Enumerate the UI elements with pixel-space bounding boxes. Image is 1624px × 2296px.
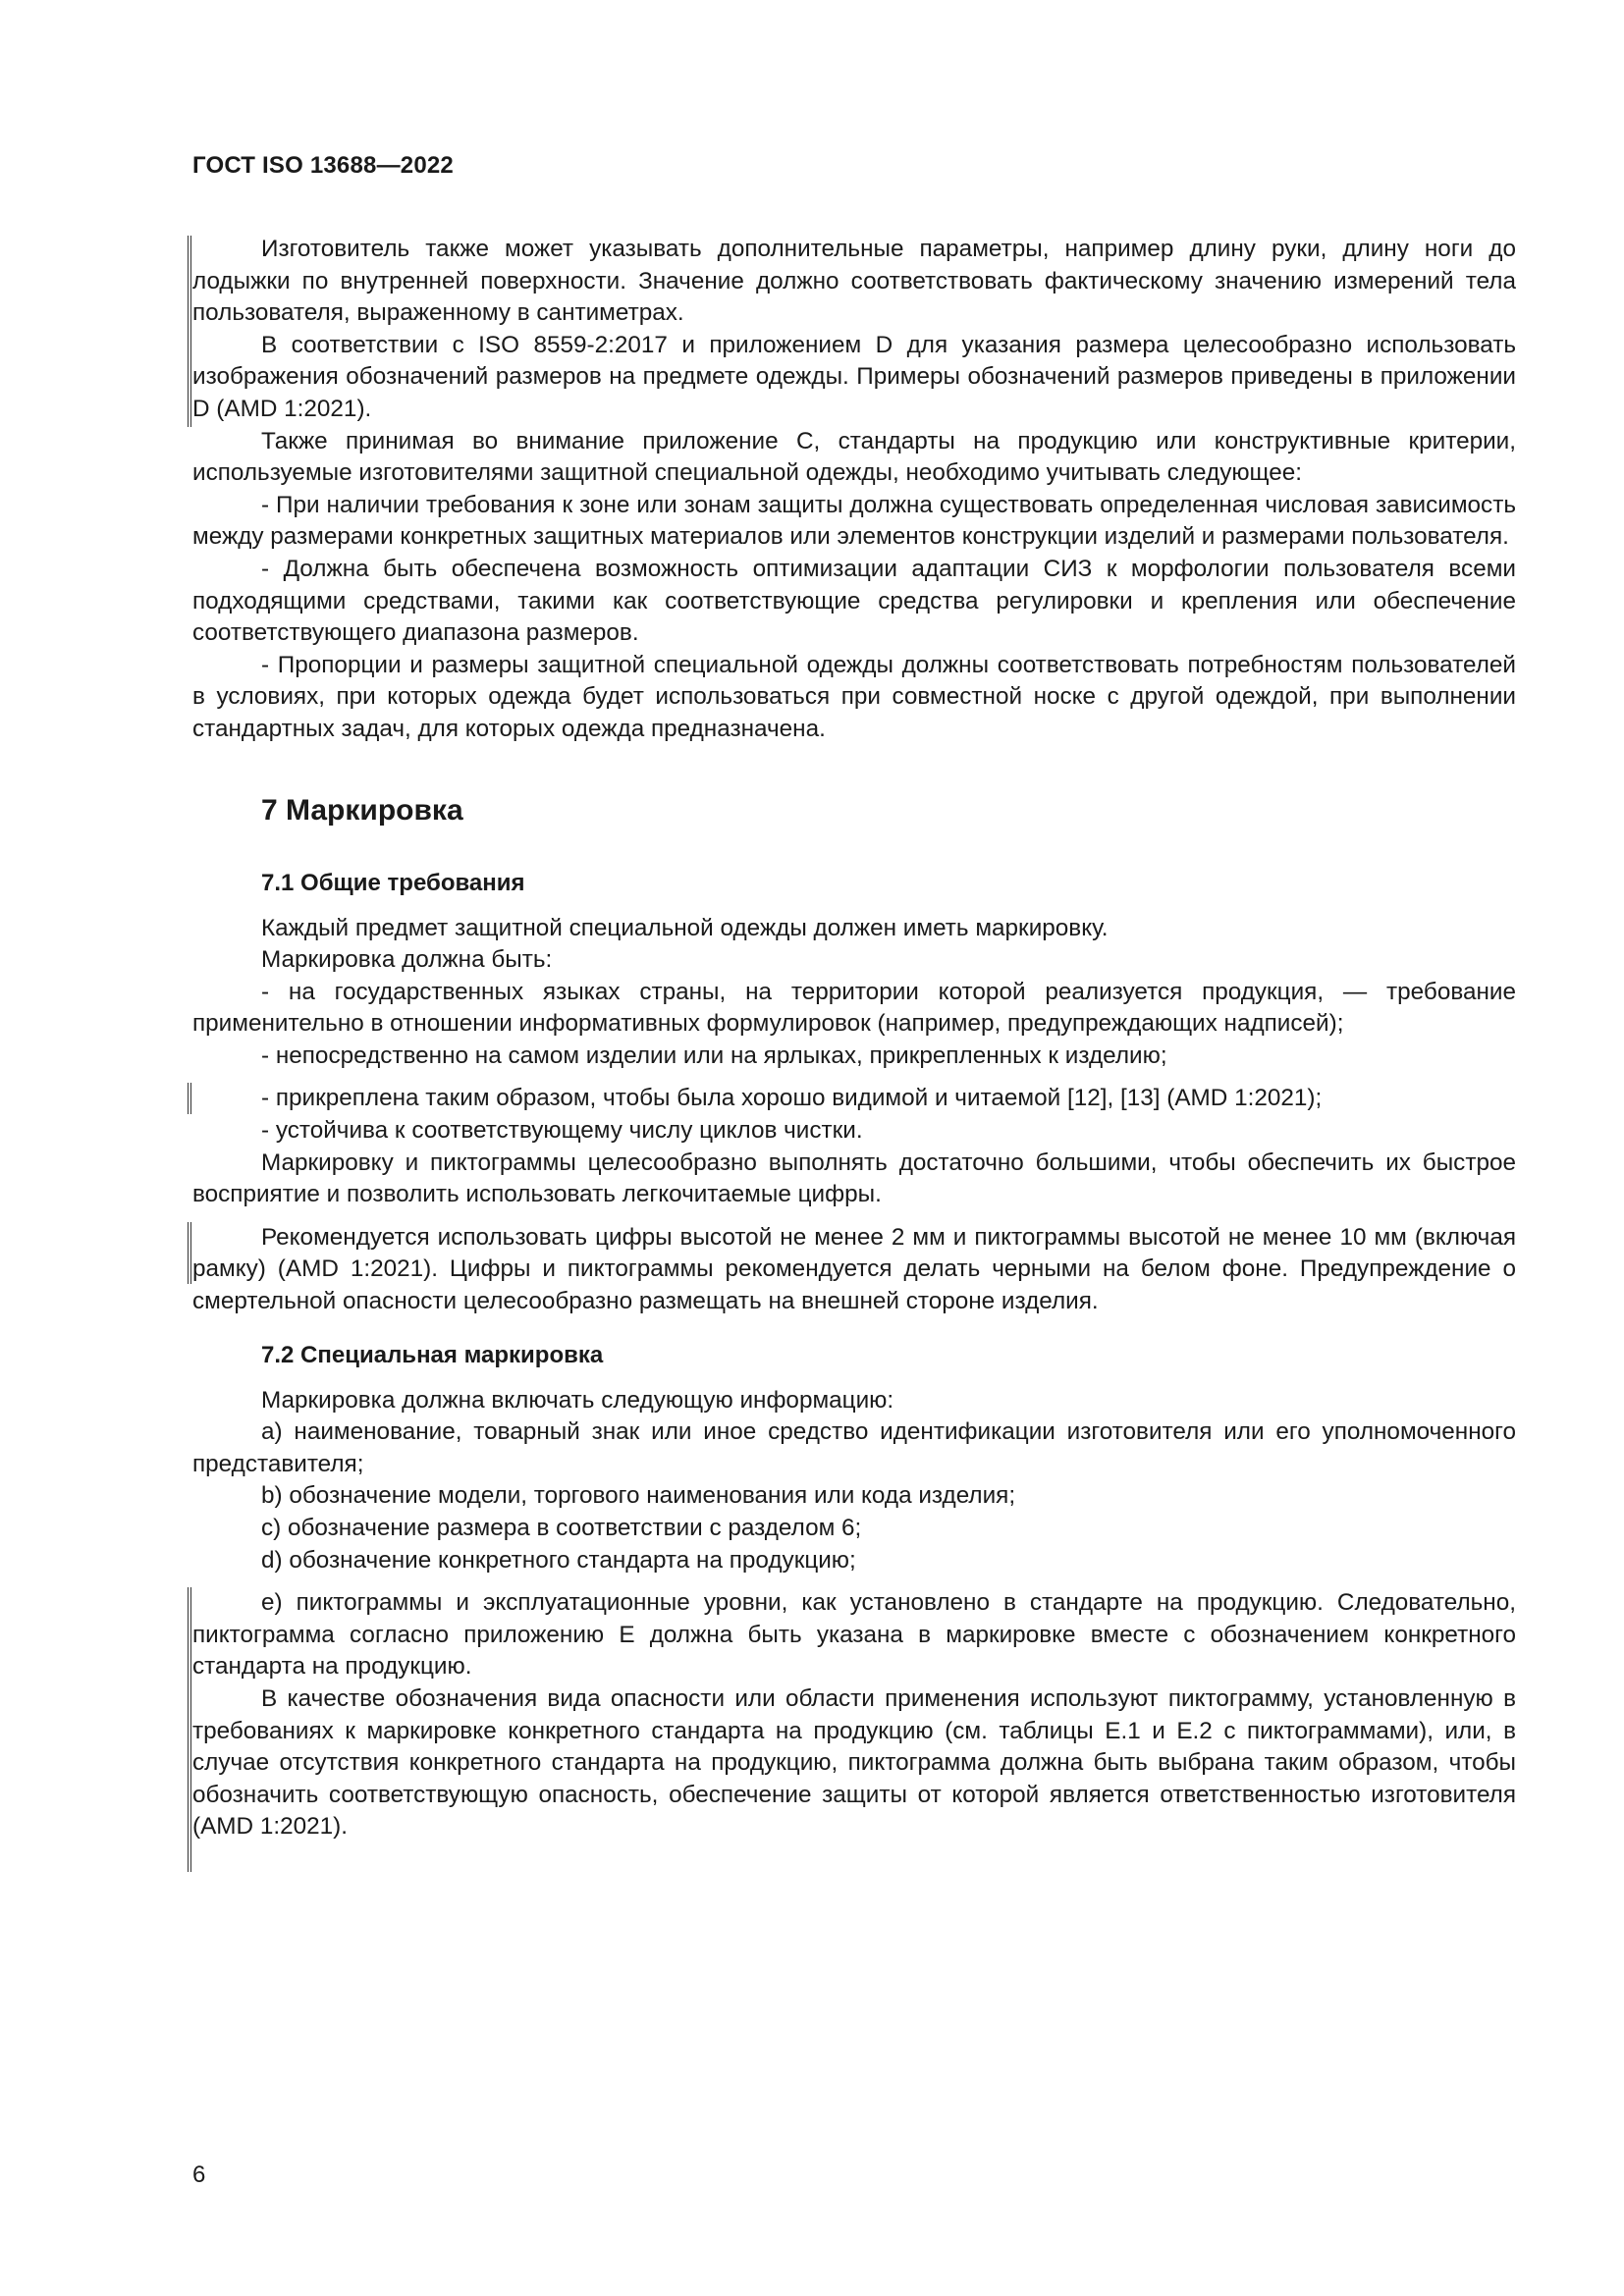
subsection-heading: 7.1 Общие требования <box>261 869 525 896</box>
paragraph: Маркировку и пиктограммы целесообразно выполнять достаточно большими, чтобы обеспечить их быстрое восприятие и позволить использовать легкочитаемые цифры. <box>192 1148 1516 1208</box>
paragraph: - Должна быть обеспечена возможность оптимизации адаптации СИЗ к морфологии пользователя всеми подходящими средствами, такими как соответствующие средства регулировки и крепления или обеспечение соответствующего диапазона размеров. <box>192 555 1516 647</box>
paragraph: - прикреплена таким образом, чтобы была хорошо видимой и читаемой [12], [13] (AMD 1:2021); <box>261 1085 1323 1112</box>
paragraph: В соответствии с ISO 8559-2:2017 и приложением D для указания размера целесообразно использовать изображения обозначений размеров на предмете одежды. Примеры обозначений размеров приведены в приложении D (AMD 1:2021). <box>192 331 1516 422</box>
section-heading: 7 Маркировка <box>261 793 463 827</box>
paragraph: - непосредственно на самом изделии или на ярлыках, прикрепленных к изделию; <box>261 1041 1167 1069</box>
change-bar <box>188 1587 191 1872</box>
amended-block-digit-height <box>192 1222 1516 1318</box>
paragraph: Каждый предмет защитной специальной одежды должен иметь маркировку. <box>261 914 1109 941</box>
list-item: e) пиктограммы и эксплуатационные уровни, как установлено в стандарте на продукцию. Следовательно, пиктограмма согласно приложению Е должна быть указана в маркировке вместе с обозначением конкретного стандарта на продукцию. <box>192 1589 1516 1681</box>
paragraph: Рекомендуется использовать цифры высотой не менее 2 мм и пиктограммы высотой не менее 10 мм (включая рамку) (AMD 1:2021). Цифры и пиктограммы рекомендуется делать черными на белом фоне. Предупреждение о смертельной опасности целесообразно размещать на внешней стороне изделия. <box>192 1223 1516 1315</box>
list-item: a) наименование, товарный знак или иное средство идентификации изготовителя или его уполномоченного представителя; <box>192 1418 1516 1477</box>
amended-block-attachment <box>192 1083 1516 1115</box>
list-item: c) обозначение размера в соответствии с разделом 6; <box>261 1515 862 1541</box>
paragraph: Маркировка должна включать следующую информацию: <box>261 1386 894 1414</box>
amended-block-pictograms <box>192 1587 1516 1843</box>
paragraph: - При наличии требования к зоне или зонам защиты должна существовать определенная числовая зависимость между размерами конкретных защитных материалов или элементов конструкции изделий и размерами пользователя. <box>192 491 1516 551</box>
page-number: 6 <box>192 2162 206 2188</box>
paragraph: В качестве обозначения вида опасности или области применения используют пиктограмму, установленную в требованиях к маркировке конкретного стандарта на продукцию (см. таблицы Е.1 и Е.2 с пиктограммами), или, в случае отсутствия конкретного стандарта на продукцию, пиктограмма должна быть выбрана таким образом, чтобы обозначить соответствующую опасность, обеспечение защиты от которой является ответственностью изготовителя (AMD 1:2021). <box>192 1684 1516 1841</box>
paragraph: - устойчива к соответствующему числу циклов чистки. <box>261 1117 863 1145</box>
list-item: b) обозначение модели, торгового наименования или кода изделия; <box>261 1482 1016 1510</box>
paragraph: - на государственных языках страны, на территории которой реализуется продукция, — требование применительно в отношении информативных формулировок (например, предупреждающих надписей); <box>192 978 1516 1038</box>
change-bar <box>188 1083 191 1114</box>
amended-block-size-params <box>192 234 1516 426</box>
subsection-heading: 7.2 Специальная маркировка <box>261 1341 604 1368</box>
document-body <box>192 234 1516 1843</box>
paragraph: - Пропорции и размеры защитной специальной одежды должны соответствовать потребностям пользователей в условиях, при которых одежда будет использоваться при совместной носке с другой одеждой, при выполнении стандартных задач, для которых одежда предназначена. <box>192 651 1516 742</box>
paragraph: Маркировка должна быть: <box>261 946 553 974</box>
change-bar <box>188 1222 191 1284</box>
document-header: ГОСТ ISO 13688—2022 <box>192 152 454 179</box>
list-item: d) обозначение конкретного стандарта на продукцию; <box>261 1546 856 1574</box>
paragraph: Также принимая во внимание приложение С, стандарты на продукцию или конструктивные критерии, используемые изготовителями защитной специальной одежды, необходимо учитывать следующее: <box>192 427 1516 487</box>
paragraph: Изготовитель также может указывать дополнительные параметры, например длину руки, длину ноги до лодыжки по внутренней поверхности. Значение должно соответствовать фактическому значению измерений тела пользователя, выраженному в сантиметрах. <box>192 236 1516 327</box>
change-bar <box>188 236 191 427</box>
